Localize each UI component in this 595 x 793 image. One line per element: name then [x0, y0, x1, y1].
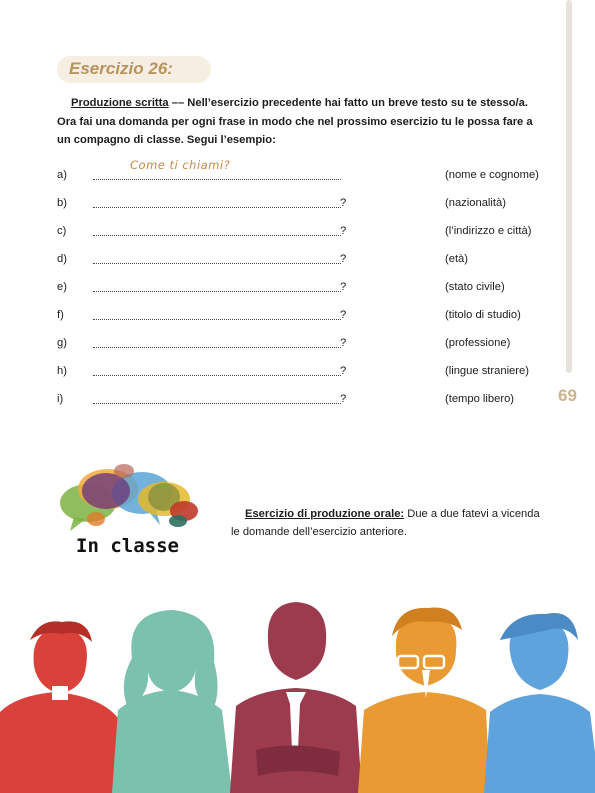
answer-line[interactable] [93, 222, 341, 236]
row-letter: d) [57, 253, 67, 265]
row-letter: g) [57, 337, 67, 349]
row-cue: (nazionalità) [445, 197, 506, 209]
speech-bubbles-icon [56, 463, 206, 535]
question-row-h [57, 362, 557, 382]
answer-line[interactable] [93, 250, 341, 264]
oral-exercise-text [231, 505, 551, 541]
oral-exercise-body: Due a due fatevi a vicenda le domande dell’esercizio anteriore. [231, 508, 540, 538]
question-row-g [57, 334, 557, 354]
question-mark: ? [340, 281, 347, 293]
question-mark: ? [340, 309, 347, 321]
answer-line[interactable] [93, 390, 341, 404]
row-letter: f) [57, 309, 64, 321]
page-number: 69 [558, 386, 577, 405]
exercise-instructions [57, 94, 547, 150]
row-cue: (l’indirizzo e città) [445, 225, 532, 237]
row-cue: (stato civile) [445, 281, 505, 293]
row-cue: (nome e cognome) [445, 169, 539, 181]
row-cue: (lingue straniere) [445, 365, 529, 377]
example-answer: Come ti chiami? [130, 158, 231, 172]
question-mark: ? [340, 337, 347, 349]
person-maroon-head [268, 602, 326, 680]
page-margin-rule [566, 0, 572, 373]
answer-line[interactable] [93, 166, 341, 180]
question-row-b [57, 194, 557, 214]
row-letter: a) [57, 169, 67, 181]
answer-line[interactable] [93, 278, 341, 292]
in-classe-label: In classe [76, 535, 179, 557]
question-row-e [57, 278, 557, 298]
instructions-text: –– Nell’esercizio precedente hai fatto un breve testo su te stesso/a. Ora fai una domanda per ogni frase in modo che nel prossimo esercizio tu le possa fare a un compagno di classe. Segui l’esempio: [57, 97, 533, 146]
answer-line[interactable] [93, 194, 341, 208]
exercise-title: Esercizio 26: [69, 59, 173, 78]
question-row-a [57, 166, 557, 186]
answer-line[interactable] [93, 306, 341, 320]
question-row-i [57, 390, 557, 410]
person-blue-body [484, 694, 595, 793]
row-cue: (tempo libero) [445, 393, 515, 405]
row-cue: (professione) [445, 337, 511, 349]
question-mark: ? [340, 197, 347, 209]
row-letter: h) [57, 365, 67, 377]
person-orange-body [358, 692, 490, 793]
oral-exercise-label: Esercizio di produzione orale: [245, 508, 405, 520]
person-red-head [34, 628, 87, 694]
answer-line[interactable] [93, 334, 341, 348]
people-illustration [0, 600, 595, 793]
question-row-f [57, 306, 557, 326]
question-mark: ? [340, 365, 347, 377]
question-row-c [57, 222, 557, 242]
row-letter: e) [57, 281, 67, 293]
person-red-body [0, 692, 125, 793]
row-letter: i) [57, 393, 64, 405]
row-letter: c) [57, 225, 67, 237]
answer-line[interactable] [93, 362, 341, 376]
question-mark: ? [340, 393, 347, 405]
question-mark: ? [340, 253, 347, 265]
row-letter: b) [57, 197, 67, 209]
instructions-label: Produzione scritta [71, 97, 169, 109]
row-cue: (titolo di studio) [445, 309, 521, 321]
question-mark: ? [340, 225, 347, 237]
question-row-d [57, 250, 557, 270]
row-cue: (età) [445, 253, 469, 265]
